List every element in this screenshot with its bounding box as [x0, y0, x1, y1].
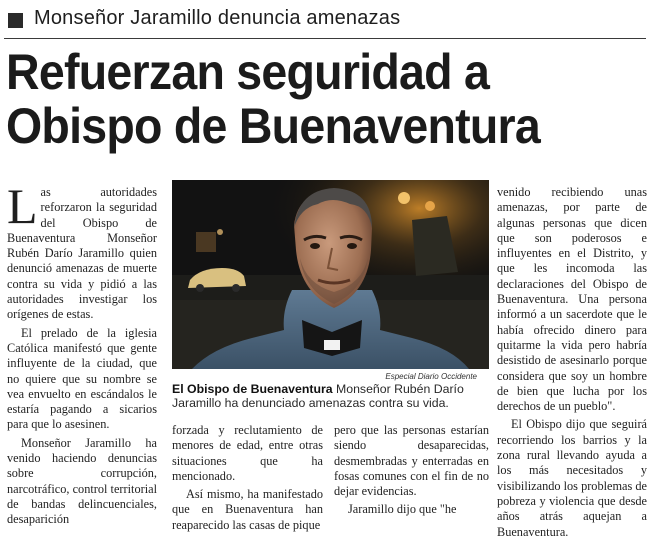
kicker-divider: [4, 38, 646, 39]
article-paragraph: forzada y reclutamiento de menores de edad, entre otras situaciones que ha mencionado.: [172, 423, 323, 483]
caption-text: Monseñor Rubén Darío Jaramillo ha denunciado amenazas contra su vida.: [172, 382, 464, 410]
kicker-text: Monseñor Jaramillo denuncia amenazas: [34, 7, 401, 29]
article-paragraph: El prelado de la iglesia Católica manifestó que gente influyente de la ciudad, que no quiere que su nombre se vea envuelto en escándalos le estaría pagando a sicarios para que lo asesinen.: [7, 325, 157, 432]
article-paragraph: pero que las personas estarían siendo desaparecidas, desmembradas y enterradas en fosas comunes con el fin de no dejar evidencias.: [334, 423, 489, 499]
kicker: [6, 7, 648, 33]
bishop-photo: [172, 180, 489, 369]
article-paragraph: Jaramillo dijo que "he: [348, 502, 457, 517]
article-column-1: [7, 178, 157, 531]
photo-credit: Especial Diario Occidente: [385, 372, 477, 381]
kicker-square-icon: [8, 13, 23, 28]
article-column-3: [334, 423, 489, 521]
article-paragraph: Así mismo, ha manifestado que en Buenaventura han reaparecido las casas de pique: [172, 487, 323, 532]
lead-text: as autoridades reforzaron la seguridad del Obispo de Buenaventura Monseñor Rubén Darío Jaramillo quien denunció amenazas de muerte contra su vida y pidió a las autoridades investigar los orígenes de estas.: [7, 185, 157, 322]
article-paragraph: El Obispo dijo que seguirá recorriendo los barrios y la zona rural llevando ayuda a los más necesitados y visibilizando los problemas de pobreza y violencia que desde años atrás aquejan a Buenaventura.: [497, 417, 647, 539]
article-paragraph: venido recibiendo unas amenazas, por parte de algunas personas que dicen que son poderosos e influyentes en el Distrito, y que les incomoda las declaraciones del Obispo de Buenaventura. Una persona informó a un sacerdote que le había ofrecido dinero para quitarme la vida pero habría desistido de asesinarlo porque considera que soy un hombre de bien que lucha por los derechos de un pueblo".: [497, 185, 647, 414]
headline-line-1: Refuerzan seguridad a: [6, 44, 490, 100]
headline: [6, 45, 606, 153]
caption-bold: El Obispo de Buenaventura: [172, 382, 333, 396]
article-column-4: [497, 185, 647, 543]
bishop-photo-illustration: [172, 180, 489, 369]
article-paragraph: Monseñor Jaramillo ha venido haciendo denuncias sobre corrupción, narcotráfico, control territorial de bandas delincuenciales, desaparición: [7, 435, 157, 527]
photo-caption: [172, 382, 488, 410]
drop-cap: L: [7, 178, 38, 234]
article-column-2: [172, 423, 323, 536]
lead-paragraph: [7, 178, 157, 323]
headline-line-2: Obispo de Buenaventura: [6, 98, 540, 154]
